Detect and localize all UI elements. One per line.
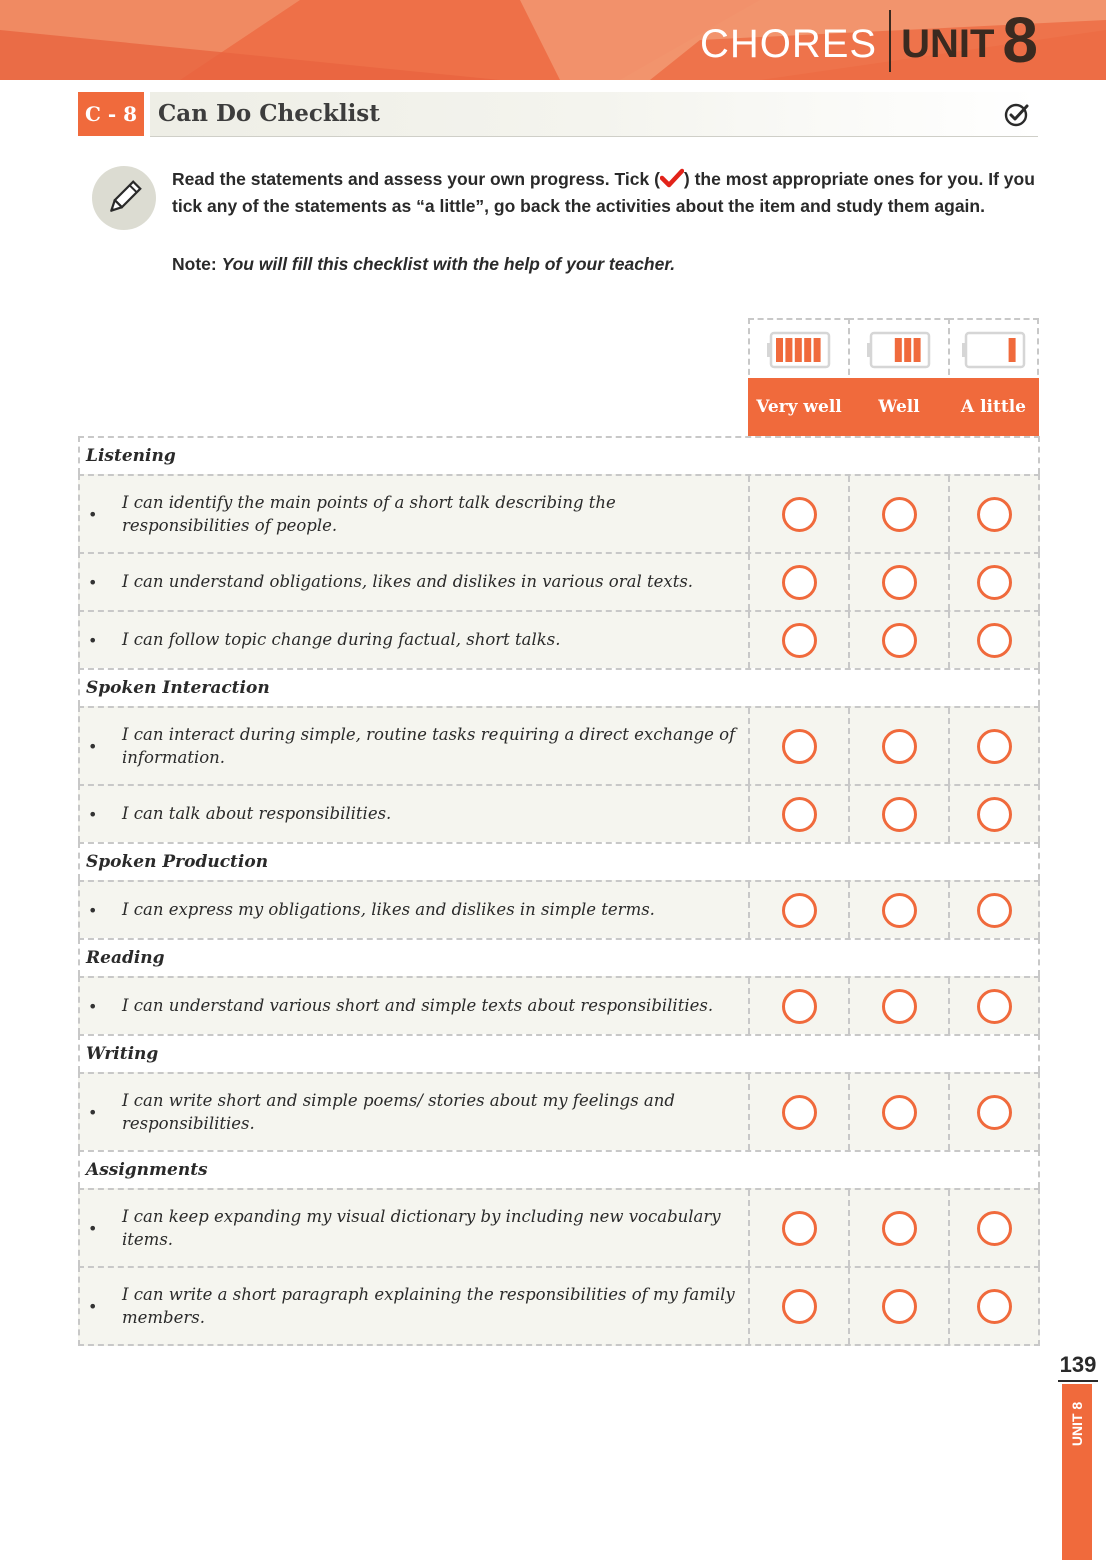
rating-circle[interactable]: [977, 1211, 1012, 1246]
statement-row: [78, 1188, 1040, 1266]
rating-cell: [848, 1074, 948, 1150]
rating-cell: [948, 978, 1039, 1034]
rating-cell: [848, 1268, 948, 1344]
category-row: [78, 1034, 1040, 1072]
banner-title: [699, 4, 1038, 76]
rating-circle[interactable]: [782, 893, 817, 928]
rating-circle[interactable]: [977, 729, 1012, 764]
column-label: A little: [948, 378, 1039, 436]
header-banner: [0, 0, 1106, 80]
column-header-1: [748, 318, 850, 436]
category-label: Spoken Production: [86, 852, 269, 872]
rating-cell: [948, 554, 1039, 610]
column-label: Well: [848, 378, 950, 436]
rating-circle[interactable]: [782, 565, 817, 600]
rating-cell: [948, 1190, 1039, 1266]
column-label: Very well: [748, 378, 850, 436]
rating-cell: [848, 708, 948, 784]
rating-cell: [948, 476, 1039, 552]
rating-cell: [748, 476, 848, 552]
column-header-3: [948, 318, 1039, 436]
pencil-icon: [92, 166, 156, 230]
rating-circle[interactable]: [882, 1211, 917, 1246]
category-label: Assignments: [86, 1160, 208, 1180]
note-text: [172, 254, 675, 275]
bullet-icon: •: [88, 630, 98, 650]
rating-cell: [748, 978, 848, 1034]
category-row: [78, 938, 1040, 976]
rating-cell: [748, 554, 848, 610]
statement-row: [78, 610, 1040, 668]
statement-row: [78, 706, 1040, 784]
statement-row: [78, 784, 1040, 842]
bullet-icon: •: [88, 736, 98, 756]
instructions-text: Read the statements and assess your own progress. Tick ( ) the most appropriate ones for you. If you tick any of the statements as “a little”, go back the activities about the item and study them again.: [172, 169, 1035, 216]
rating-circle[interactable]: [882, 989, 917, 1024]
side-tab-label: UNIT 8: [1069, 1401, 1085, 1447]
rating-cell: [748, 882, 848, 938]
statement-text: I can follow topic change during factual, short talks.: [122, 630, 561, 650]
statement-row: [78, 976, 1040, 1034]
side-tab: [1062, 1384, 1092, 1560]
rating-circle[interactable]: [882, 1289, 917, 1324]
statement-row: [78, 474, 1040, 552]
note-body: You will fill this checklist with the help of your teacher.: [221, 254, 676, 274]
rating-circle[interactable]: [782, 623, 817, 658]
category-row: [78, 436, 1040, 474]
section-code: C - 8: [78, 92, 144, 136]
rating-circle[interactable]: [977, 623, 1012, 658]
statement-text: I can express my obligations, likes and dislikes in simple terms.: [122, 900, 655, 920]
rating-circle[interactable]: [782, 1289, 817, 1324]
rating-cell: [948, 612, 1039, 668]
statement-text: I can write a short paragraph explaining the responsibilities of my family members.: [122, 1284, 735, 1327]
rating-circle[interactable]: [882, 893, 917, 928]
category-row: [78, 668, 1040, 706]
rating-cell: [748, 1268, 848, 1344]
rating-circle[interactable]: [977, 797, 1012, 832]
rating-circle[interactable]: [882, 729, 917, 764]
statement-text: I can keep expanding my visual dictionary by including new vocabulary items.: [122, 1206, 721, 1249]
rating-cell: [948, 1268, 1039, 1344]
rating-cell: [848, 476, 948, 552]
note-label: Note:: [172, 254, 217, 274]
rating-cell: [848, 978, 948, 1034]
rating-circle[interactable]: [977, 565, 1012, 600]
rating-circle[interactable]: [782, 1095, 817, 1130]
rating-cell: [848, 554, 948, 610]
statement-row: [78, 880, 1040, 938]
statement-row: [78, 1072, 1040, 1150]
battery-level-icon: [850, 328, 948, 372]
battery-level-icon: [950, 328, 1037, 372]
category-label: Writing: [86, 1044, 159, 1064]
category-row: [78, 842, 1040, 880]
category-label: Listening: [86, 446, 176, 466]
unit-label: UNIT: [901, 22, 995, 66]
statement-text: I can understand various short and simple texts about responsibilities.: [122, 996, 714, 1016]
rating-circle[interactable]: [882, 565, 917, 600]
category-label: Reading: [86, 948, 165, 968]
category-row: [78, 1150, 1040, 1188]
rating-circle[interactable]: [977, 989, 1012, 1024]
bullet-icon: •: [88, 1218, 98, 1238]
bullet-icon: •: [88, 804, 98, 824]
rating-circle[interactable]: [977, 1095, 1012, 1130]
rating-cell: [948, 786, 1039, 842]
section-title: Can Do Checklist: [158, 100, 380, 127]
tick-icon: [660, 168, 684, 195]
bullet-icon: •: [88, 1296, 98, 1316]
rating-circle[interactable]: [882, 797, 917, 832]
category-label: Spoken Interaction: [86, 678, 270, 698]
bullet-icon: •: [88, 504, 98, 524]
rating-cell: [848, 1190, 948, 1266]
bullet-icon: •: [88, 900, 98, 920]
check-circle-icon: [1004, 102, 1030, 132]
statement-text: I can understand obligations, likes and dislikes in various oral texts.: [122, 572, 694, 592]
rating-cell: [948, 708, 1039, 784]
rating-cell: [748, 1074, 848, 1150]
rating-circle[interactable]: [977, 1289, 1012, 1324]
rating-cell: [848, 882, 948, 938]
statement-row: [78, 1266, 1040, 1346]
rating-circle[interactable]: [782, 797, 817, 832]
bullet-icon: •: [88, 1102, 98, 1122]
page-number: 139: [1058, 1352, 1098, 1382]
bullet-icon: •: [88, 996, 98, 1016]
rating-circle[interactable]: [882, 1095, 917, 1130]
statement-text: I can write short and simple poems/ stories about my feelings and responsibilities.: [122, 1090, 675, 1133]
rating-cell: [748, 1190, 848, 1266]
rating-circle[interactable]: [782, 729, 817, 764]
rating-circle[interactable]: [782, 989, 817, 1024]
statement-row: [78, 552, 1040, 610]
rating-circle[interactable]: [882, 497, 917, 532]
column-header-2: [848, 318, 950, 436]
rating-circle[interactable]: [977, 497, 1012, 532]
rating-cell: [948, 1074, 1039, 1150]
battery-level-icon: [750, 328, 848, 372]
rating-circle[interactable]: [782, 1211, 817, 1246]
rating-cell: [748, 786, 848, 842]
rating-cell: [848, 612, 948, 668]
topic-title: CHORES: [699, 22, 878, 66]
rating-circle[interactable]: [782, 497, 817, 532]
rating-cell: [748, 612, 848, 668]
statement-text: I can talk about responsibilities.: [122, 804, 392, 824]
rating-circle[interactable]: [977, 893, 1012, 928]
rating-cell: [848, 786, 948, 842]
rating-cell: [748, 708, 848, 784]
column-headers: [748, 318, 1039, 436]
unit-number: 8: [1002, 4, 1038, 76]
section-title-bar: [150, 92, 1038, 137]
statement-text: I can identify the main points of a short talk describing the responsibilities of people.: [122, 492, 616, 535]
rating-circle[interactable]: [882, 623, 917, 658]
bullet-icon: •: [88, 572, 98, 592]
rating-cell: [948, 882, 1039, 938]
statement-text: I can interact during simple, routine tasks requiring a direct exchange of information.: [122, 724, 736, 767]
